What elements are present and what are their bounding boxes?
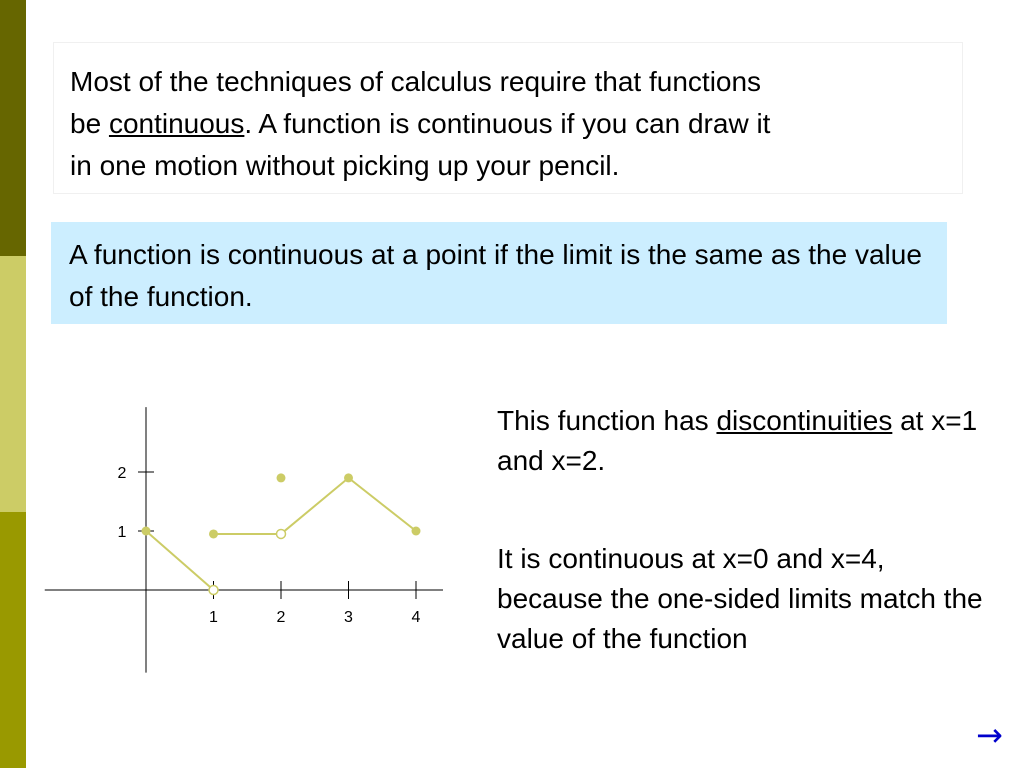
- function-graph: [0, 370, 470, 690]
- intro-be: be: [70, 108, 109, 139]
- graph-points: [142, 473, 421, 594]
- filled-point-3: [277, 473, 286, 482]
- next-slide-arrow-icon[interactable]: →: [976, 716, 1003, 754]
- intro-text-box: [53, 42, 963, 194]
- graph-axes: [45, 407, 443, 672]
- definition-text: A function is continuous at a point if the limit is the same as the value of the function.: [69, 239, 922, 312]
- sidebar-band-dark: [0, 0, 26, 256]
- continuous-term: continuous: [108, 108, 245, 139]
- continuity-text: It is continuous at x=0 and x=4, because the one-sided limits match the value of the function: [497, 543, 983, 654]
- x-tick-label-1: 1: [209, 609, 218, 626]
- intro-line-2-rest: . A function is continuous if you can draw it: [244, 108, 771, 139]
- open-point-1: [209, 586, 218, 595]
- continuity-note: [497, 539, 997, 659]
- intro-line-3: in one motion without picking up your pencil.: [70, 150, 620, 181]
- y-tick-label-1: 1: [117, 524, 127, 541]
- function-segment-3: [281, 478, 416, 534]
- discontinuity-note: [497, 401, 997, 481]
- discontinuity-pre: This function has: [497, 405, 717, 436]
- y-tick-label-2: 2: [117, 465, 127, 482]
- filled-point-4: [344, 473, 353, 482]
- open-point-2: [277, 529, 286, 538]
- x-tick-label-3: 3: [344, 609, 353, 626]
- function-segment-1: [146, 531, 214, 590]
- x-tick-label-4: 4: [411, 609, 421, 626]
- intro-line-1: Most of the techniques of calculus require that functions: [70, 66, 762, 97]
- definition-box: [51, 222, 947, 324]
- x-tick-label-2: 2: [276, 609, 286, 626]
- filled-point-5: [412, 527, 421, 536]
- discontinuity-post: at x=1 and x=2.: [497, 405, 978, 476]
- filled-point-2: [209, 529, 218, 538]
- filled-point-1: [142, 527, 151, 536]
- discontinuities-term: discontinuities: [716, 405, 893, 436]
